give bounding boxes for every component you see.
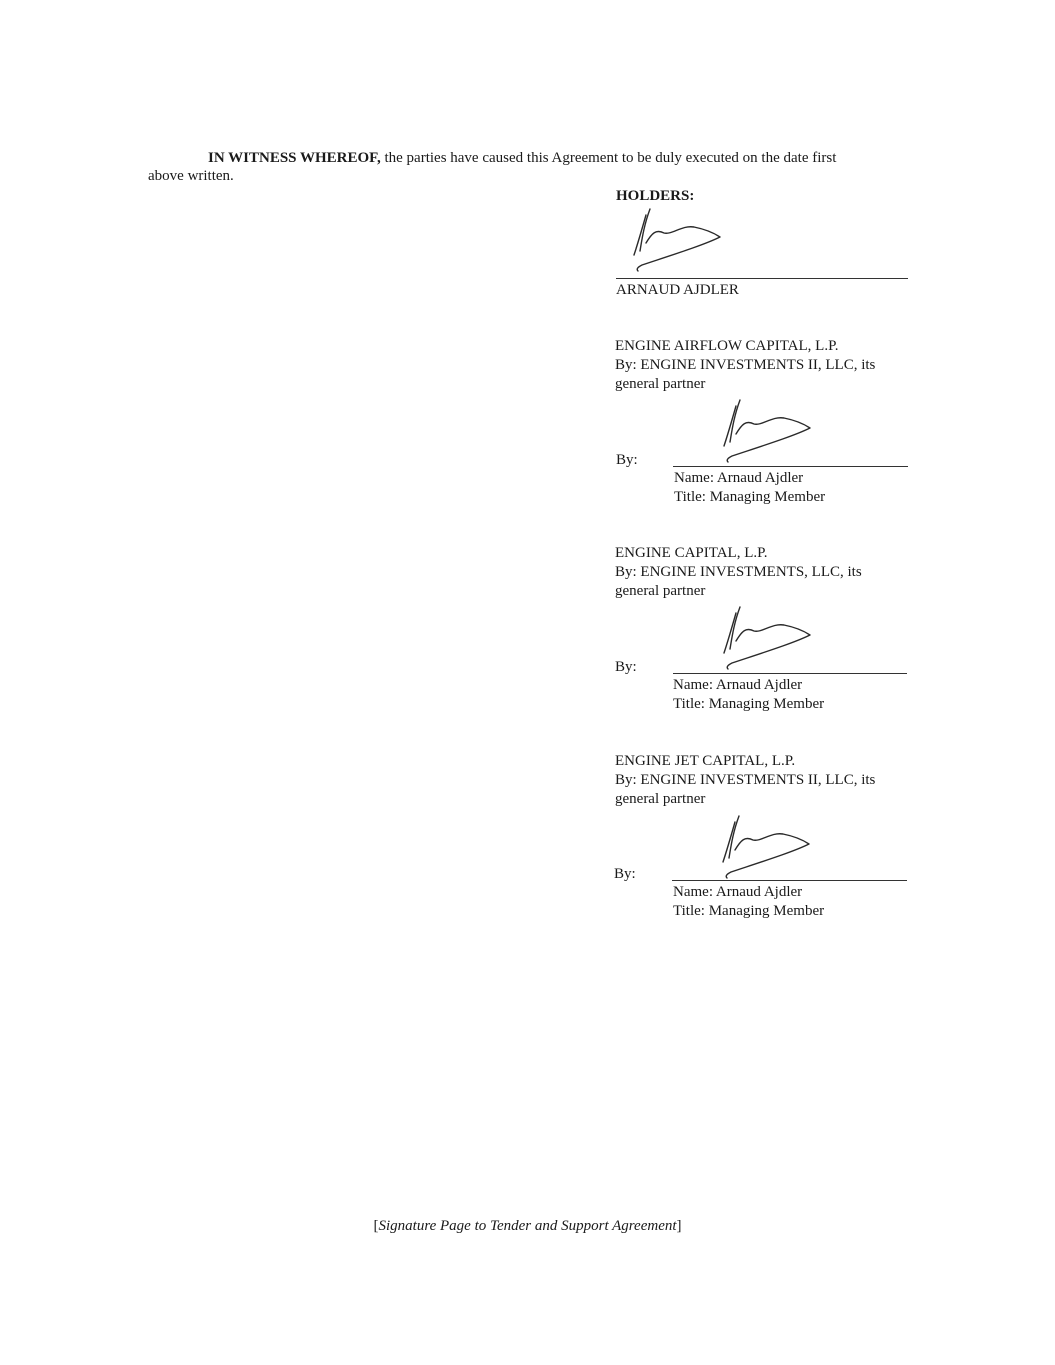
signer-title: Title: Managing Member [674, 489, 826, 505]
signer-name: ARNAUD AJDLER [616, 282, 739, 298]
entity-by-line: By: ENGINE INVESTMENTS, LLC, its [615, 564, 862, 580]
by-label: By: [615, 659, 637, 675]
entity-name: ENGINE AIRFLOW CAPITAL, L.P. [615, 338, 839, 354]
entity-block-airflow [615, 337, 915, 394]
signer-name: Name: Arnaud Ajdler [673, 677, 803, 693]
signer-name: Name: Arnaud Ajdler [673, 884, 803, 900]
footer-bracket-open: [ [373, 1218, 379, 1234]
signer-title: Title: Managing Member [673, 696, 825, 712]
entity-role-line: general partner [615, 583, 706, 599]
by-label: By: [614, 866, 636, 882]
signature-line [673, 673, 907, 674]
entity-role-line: general partner [615, 791, 706, 807]
entity-by-line: By: ENGINE INVESTMENTS II, LLC, its [615, 772, 876, 788]
entity-by-line: By: ENGINE INVESTMENTS II, LLC, its [615, 357, 876, 373]
entity-block-jet-capital [615, 752, 915, 809]
by-label: By: [616, 452, 638, 468]
witness-lead: IN WITNESS WHEREOF, [208, 150, 381, 166]
footer-text: Signature Page to Tender and Support Agreement [378, 1218, 677, 1234]
signature-mark [722, 601, 822, 671]
witness-text: the parties have caused this Agreement to be duly executed on the date first [380, 150, 837, 166]
holders-heading: HOLDERS: [616, 188, 695, 204]
signature-line [673, 466, 908, 467]
signature-mark [722, 394, 822, 464]
page-footer [0, 1217, 1055, 1236]
signature-mark [721, 810, 821, 880]
signature-mark [632, 203, 732, 273]
entity-name: ENGINE CAPITAL, L.P. [615, 545, 768, 561]
signature-line [672, 880, 907, 881]
entity-name: ENGINE JET CAPITAL, L.P. [615, 753, 796, 769]
footer-bracket-close: ] [676, 1218, 682, 1234]
signer-block [674, 469, 825, 507]
witness-clause [208, 149, 836, 168]
signer-title: Title: Managing Member [673, 903, 825, 919]
signer-block [673, 883, 824, 921]
signature-line [616, 278, 908, 279]
witness-clause-continued: above written. [148, 168, 234, 184]
signer-name: Name: Arnaud Ajdler [674, 470, 804, 486]
signer-block [673, 676, 824, 714]
entity-role-line: general partner [615, 376, 706, 392]
entity-block-engine-capital [615, 544, 915, 601]
